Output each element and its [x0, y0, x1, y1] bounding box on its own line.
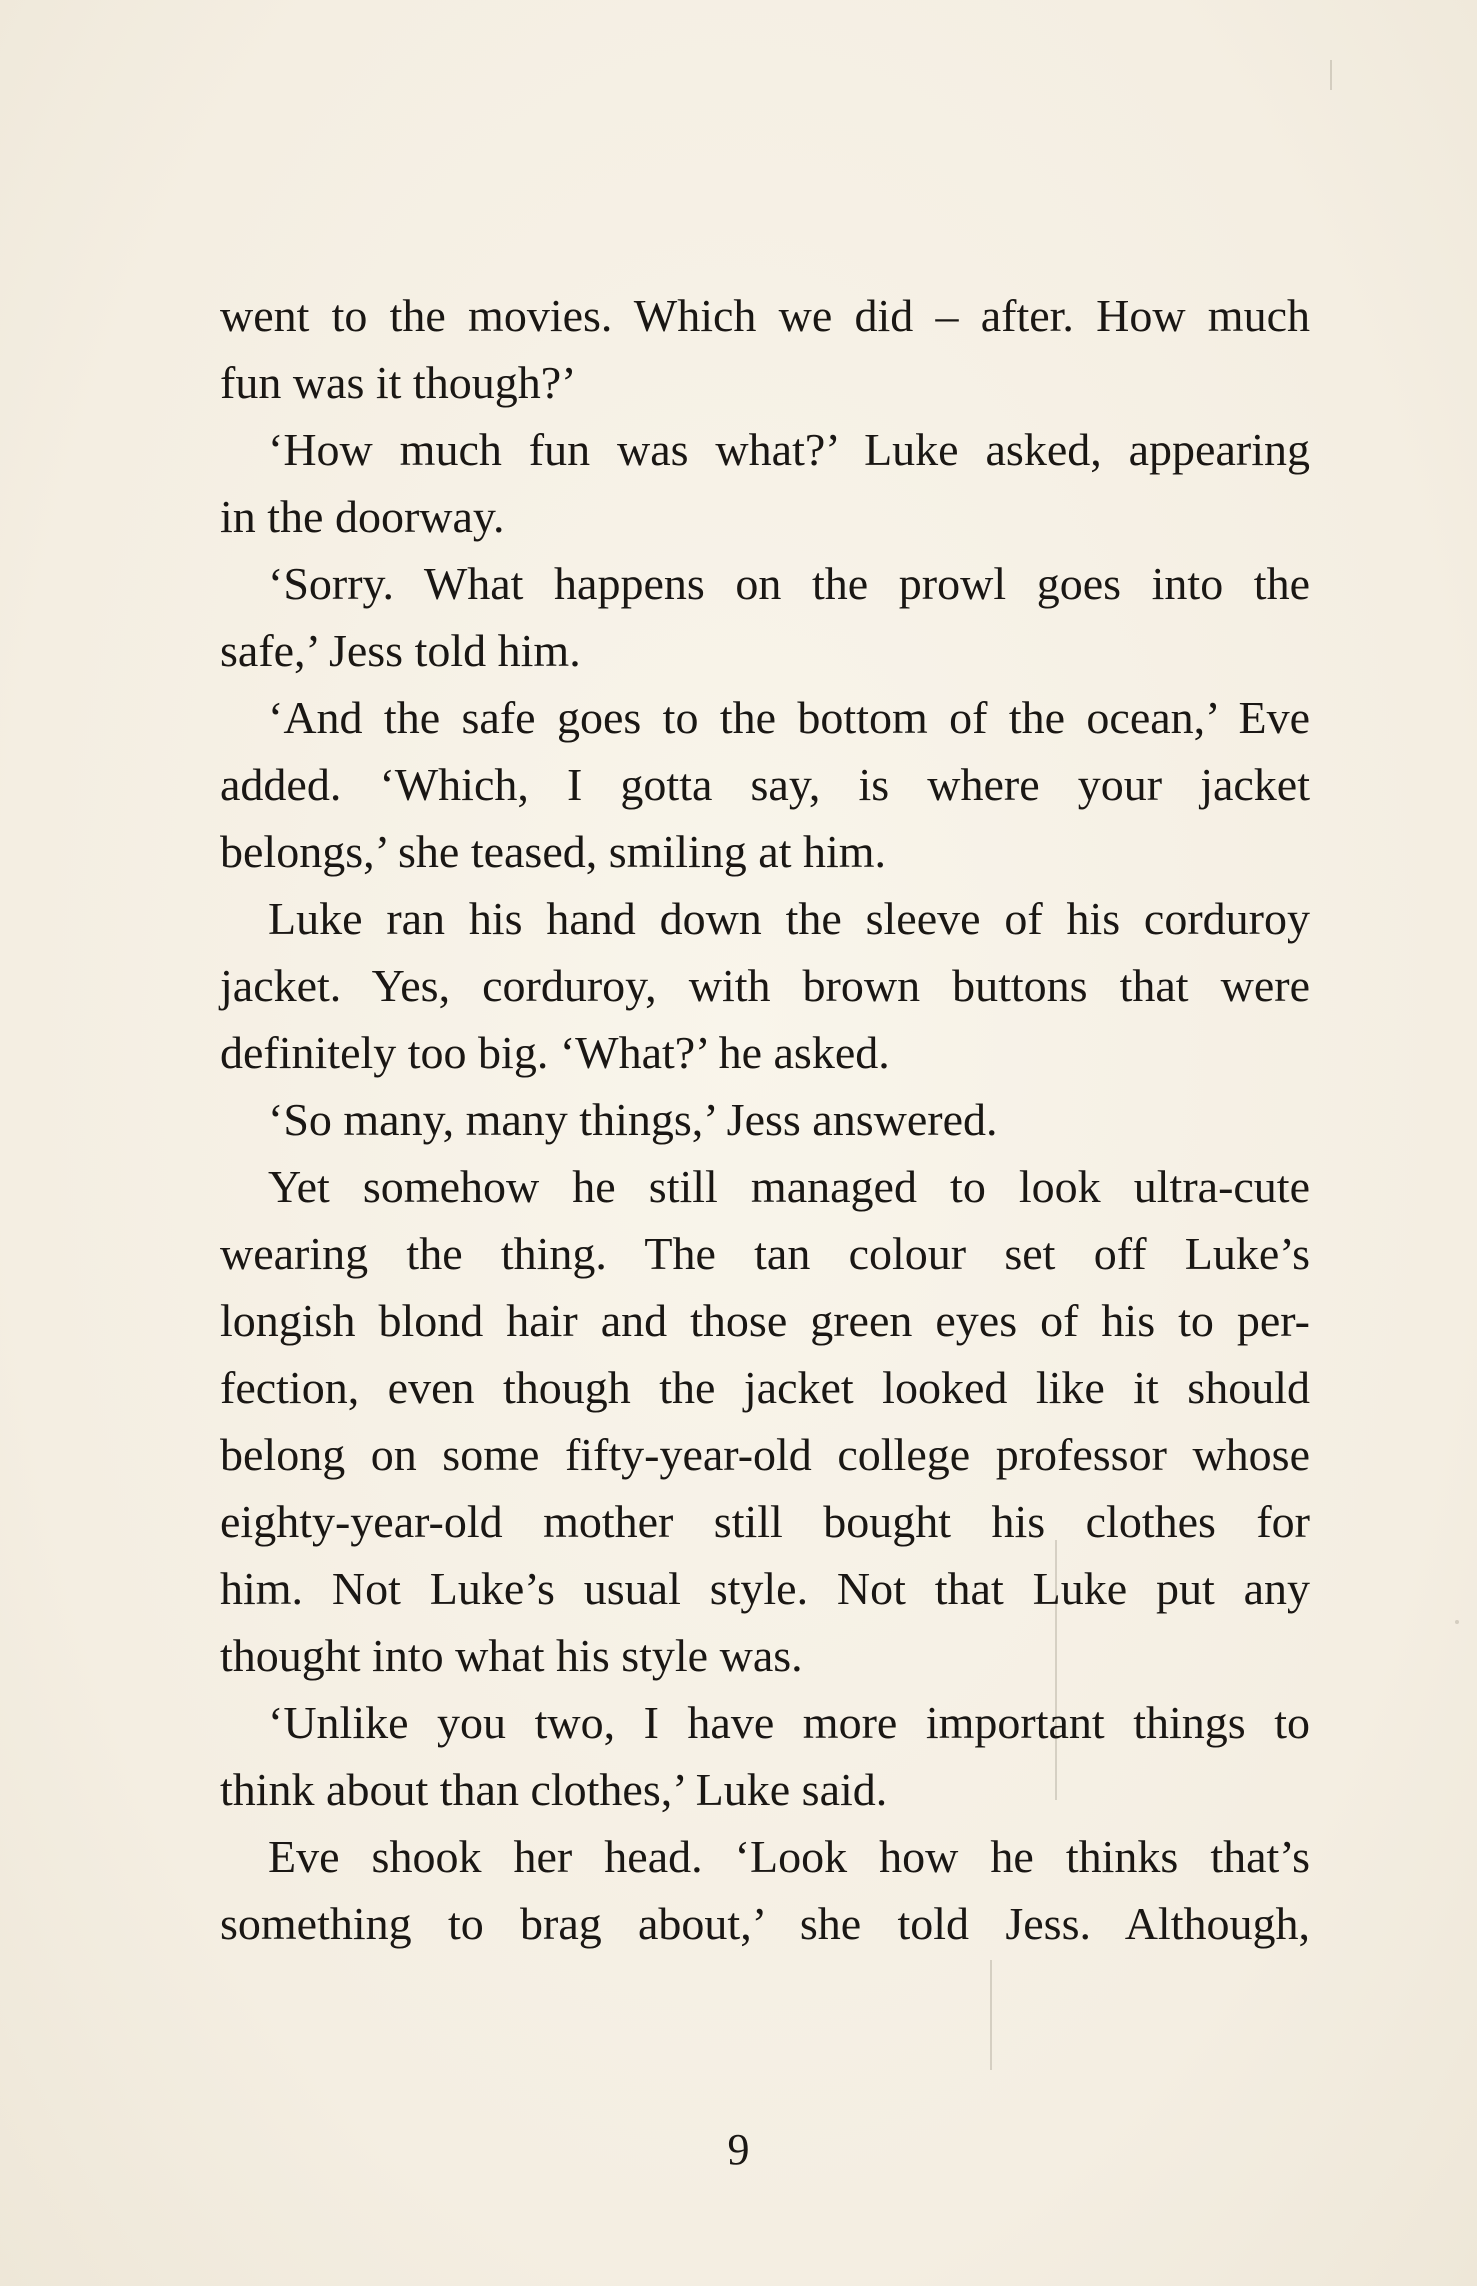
- text-line: Eve shook her head. ‘Look how he thinks that’s: [268, 1831, 1310, 1882]
- text-line: fun was it though?’: [220, 357, 577, 408]
- text-line: something to brag about,’ she told Jess. Although,: [220, 1898, 1310, 1949]
- text-line: went to the movies. Which we did – after. How much: [220, 290, 1310, 341]
- text-line: belong on some fifty-year-old college professor whose: [220, 1429, 1310, 1480]
- page-speck: [1455, 1620, 1459, 1624]
- body-text: [220, 282, 1310, 1957]
- text-line: definitely too big. ‘What?’ he asked.: [220, 1027, 890, 1078]
- text-line: Luke ran his hand down the sleeve of his corduroy: [268, 893, 1310, 944]
- text-line: thought into what his style was.: [220, 1630, 803, 1681]
- page-crease-mark: [1330, 60, 1332, 90]
- text-line: think about than clothes,’ Luke said.: [220, 1764, 888, 1815]
- page-crease-mark: [990, 1960, 992, 2070]
- text-line: belongs,’ she teased, smiling at him.: [220, 826, 887, 877]
- text-line: eighty-year-old mother still bought his clothes for: [220, 1496, 1310, 1547]
- text-line: ‘How much fun was what?’ Luke asked, appearing: [268, 424, 1310, 475]
- text-line: safe,’ Jess told him.: [220, 625, 581, 676]
- text-line: in the doorway.: [220, 491, 505, 542]
- text-line: ‘Unlike you two, I have more important things to: [268, 1697, 1310, 1748]
- text-line: jacket. Yes, corduroy, with brown buttons that were: [220, 960, 1310, 1011]
- text-line: wearing the thing. The tan colour set off Luke’s: [220, 1228, 1310, 1279]
- text-line: ‘And the safe goes to the bottom of the ocean,’ Eve: [268, 692, 1310, 743]
- text-line: fection, even though the jacket looked like it should: [220, 1362, 1310, 1413]
- text-line: added. ‘Which, I gotta say, is where your jacket: [220, 759, 1310, 810]
- page-number: 9: [727, 2125, 750, 2174]
- text-line: him. Not Luke’s usual style. Not that Luke put any: [220, 1563, 1310, 1614]
- text-line: ‘Sorry. What happens on the prowl goes into the: [268, 558, 1310, 609]
- text-line: ‘So many, many things,’ Jess answered.: [268, 1094, 998, 1145]
- text-line: longish blond hair and those green eyes of his to per-: [220, 1295, 1310, 1346]
- text-line: Yet somehow he still managed to look ultra-cute: [268, 1161, 1310, 1212]
